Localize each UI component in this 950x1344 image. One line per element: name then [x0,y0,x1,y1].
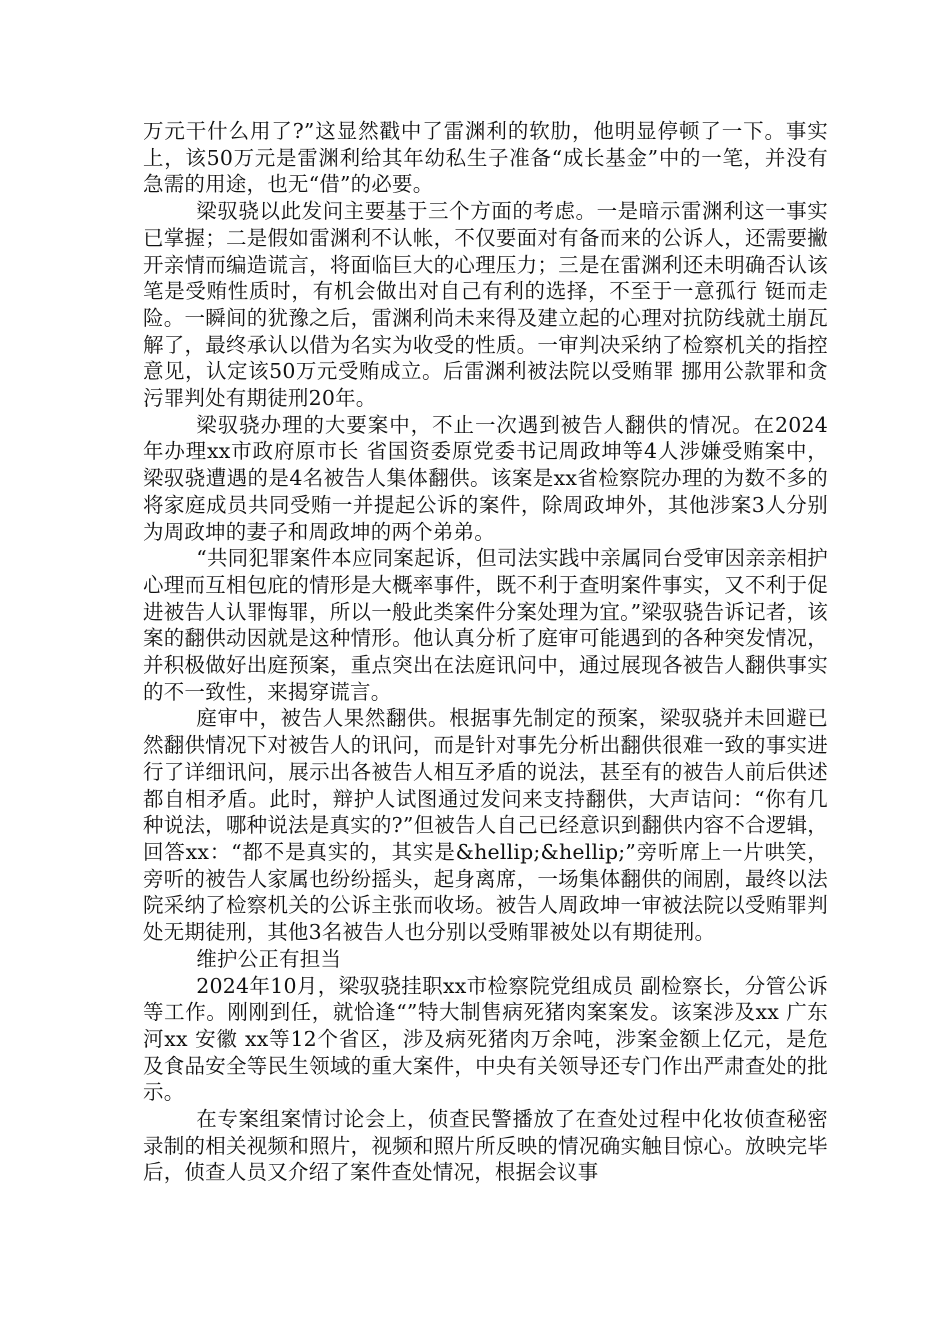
paragraph-4: “共同犯罪案件本应同案起诉，但司法实践中亲属同台受审因亲亲相护心理而互相包庇的情形是大概率事件，既不利于查明案件事实，又不利于促进被告人认罪悔罪，所以一般此类案件分案处理为宜。”梁驭骁告诉记者，该案的翻供动因就是这种情形。他认真分析了庭审可能遇到的各种突发情况，并积极做好出庭预案，重点突出在法庭讯问中，通过展现各被告人翻供事实的不一致性，来揭穿谎言。 [143,546,828,704]
paragraph-3: 梁驭骁办理的大要案中，不止一次遇到被告人翻供的情况。在2024年办理xx市政府原市长 省国资委原党委书记周政坤等4人涉嫌受贿案中，梁驭骁遭遇的是4名被告人集体翻供。该案是xx省检察院办理的为数不多的将家庭成员共同受贿一并提起公诉的案件，除周政坤外，其他涉案3人分别为周政坤的妻子和周政坤的两个弟弟。 [143,412,828,544]
paragraph-2: 梁驭骁以此发问主要基于三个方面的考虑。一是暗示雷渊利这一事实已掌握；二是假如雷渊利不认帐，不仅要面对有备而来的公诉人，还需要撇开亲情而编造谎言，将面临巨大的心理压力；三是在雷渊利还未明确否认该笔是受贿性质时，有机会做出对自己有利的选择，不至于一意孤行 铤而走险。一瞬间的犹豫之后，雷渊利尚未来得及建立起的心理对抗防线就土崩瓦解了，最终承认以借为名实为收受的性质。一审判决采纳了检察机关的指控意见，认定该50万元受贿成立。后雷渊利被法院以受贿罪 挪用公款罪和贪污罪判处有期徒刑20年。 [143,199,828,411]
paragraph-5: 庭审中，被告人果然翻供。根据事先制定的预案，梁驭骁并未回避已然翻供情况下对被告人的讯问，而是针对事先分析出翻供很难一致的事实进行了详细讯问，展示出各被告人相互矛盾的说法，甚至有的被告人前后供述都自相矛盾。此时，辩护人试图通过发问来支持翻供，大声诘问：“你有几种说法，哪种说法是真实的?”但被告人自己已经意识到翻供内容不合逻辑，回答xx：“都不是真实的，其实是&hellip;&hellip;”旁听席上一片哄笑，旁听的被告人家属也纷纷摇头，起身离席，一场集体翻供的闹剧，最终以法院采纳了检察机关的公诉主张而收场。被告人周政坤一审被法院以受贿罪判处无期徒刑，其他3名被告人也分别以受贿罪被处以有期徒刑。 [143,706,828,945]
paragraph-6: 2024年10月，梁驭骁挂职xx市检察院党组成员 副检察长，分管公诉等工作。刚刚到任，就恰逢“”特大制售病死猪肉案案发。该案涉及xx 广东 河xx 安徽 xx等12个省区，涉及病死猪肉万余吨，涉案金额上亿元，是危及食品安全等民生领域的重大案件，中央有关领导还专门作出严肃查处的批示。 [143,973,828,1105]
document-body [143,118,828,1186]
section-heading: 维护公正有担当 [196,946,342,971]
paragraph-1: 万元干什么用了?”这显然戳中了雷渊利的软肋，他明显停顿了一下。事实上，该50万元是雷渊利给其年幼私生子准备“成长基金”中的一笔，并没有急需的用途，也无“借”的必要。 [143,119,828,197]
paragraph-7: 在专案组案情讨论会上，侦查民警播放了在查处过程中化妆侦查秘密录制的相关视频和照片，视频和照片所反映的情况确实触目惊心。放映完毕后，侦查人员又介绍了案件查处情况，根据会议事 [143,1107,828,1185]
